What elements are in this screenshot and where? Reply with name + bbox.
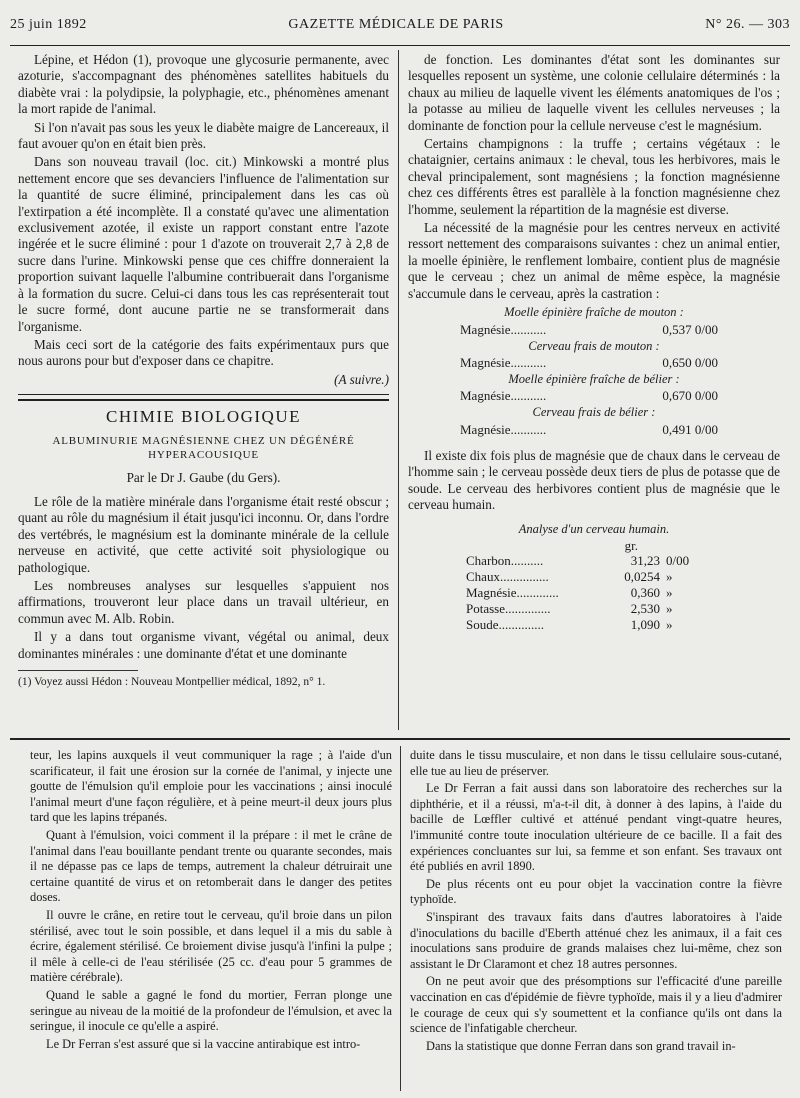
table-row-3: [408, 387, 780, 404]
table-row-1: [408, 321, 780, 338]
left-paragraph-5: Le rôle de la matière minérale dans l'organisme était resté obscur ; quant au rôle du magnésium il était jusqu'ici inconnu. Or, dans l'ordre des vertébrés, le magnésium est la dominante minérale de la cellule nerveuse en activité, que cette activité soit physiologique ou pathologique.: [18, 493, 389, 575]
bottom-left-paragraph-3: Il ouvre le crâne, en retire tout le cerveau, qu'il broie dans un pilon stérilisé, avec tout le soin possible, et dans lequel il a mis du sable à écrire, également stérilisé. Ce broiement divise jusqu'à l'infini la pulpe ; il mêle à celle-ci de l'eau stérilisée (25 cc. d'eau pour 5 grammes de matière cérébrale).: [30, 907, 392, 985]
bottom-left-paragraph-4: Quand le sable a gagné le fond du mortier, Ferran plonge une seringue au niveau de la moitié de la profondeur de l'émulsion, et avec la seringue, il inocule ce qu'elle a aspiré.: [30, 987, 392, 1034]
analysis-value: 0,0254: [624, 568, 660, 584]
feuilleton-rule: [10, 738, 790, 740]
table-label: Magnésie...........: [460, 421, 547, 437]
analysis-label: Potasse..............: [466, 600, 551, 616]
analysis-unit-mark: »: [666, 616, 673, 632]
analysis-caption: Analyse d'un cerveau humain.: [518, 522, 670, 537]
table-caption-4: Cerveau frais de bélier :: [532, 405, 656, 420]
left-paragraph-6: Les nombreuses analyses sur lesquelles s'appuient nos affirmations, trouveront leur place dans un travail ultérieur, en commun avec M. Alb. Robin.: [18, 577, 389, 626]
bottom-right-paragraph-2: Le Dr Ferran a fait aussi dans son laboratoire des recherches sur la diphthérie, et il a réussi, m'a-t-il dit, à donner à des lapins, à l'aide du bacille de Lœffler cultivé et atténué pendant vingt-quatre heures, l'immunité contre toute inoculation ultérieure de ce bacille. Il a fait des expériences concluantes sur lui, sa femme et son enfant. Ses travaux ont été publiés en avril 1890.: [410, 781, 782, 874]
analysis-row: [408, 601, 780, 617]
analysis-value: 31,23: [630, 552, 660, 568]
analysis-label: Magnésie.............: [466, 584, 559, 600]
bottom-left-paragraph-2: Quant à l'émulsion, voici comment il la prépare : il met le crâne de l'animal dans l'eau bouillante pendant trente ou quarante secondes, mais il ne dépasse pas ce laps de temps, autrement la chaleur détruirait une certaine quantité de virus et on retomberait dans le danger des petites doses.: [30, 827, 392, 905]
analysis-value: 0,360: [630, 584, 660, 600]
left-paragraph-1: Lépine, et Hédon (1), provoque une glycosurie permanente, avec azoturie, s'accompagnant des phénomènes satellites habituels du diabète vrai : la polydipsie, la polyphagie, etc., phénomènes amenant la mort rapide de l'animal.: [18, 52, 389, 117]
bottom-column-divider: [400, 746, 401, 1091]
table-value: 0,650 0/00: [662, 354, 718, 370]
left-paragraph-2: Si l'on n'avait pas sous les yeux le diabète maigre de Lancereaux, il faut avouer qu'on en était bien près.: [18, 119, 389, 152]
table-caption-3: Moelle épinière fraîche de bélier :: [508, 371, 680, 386]
page-header: [10, 10, 790, 40]
left-paragraph-3: Dans son nouveau travail (loc. cit.) Minkowski a montré plus nettement encore que ses devanciers l'influence de l'alimentation sur la quantité de sucre éliminé, principalement dans les cas où l'extirpation a été incomplète. Il a constaté qu'avec une alimentation exclusivement azotée, il existe un rapport constant entre l'azote ingérée et le sucre éliminé : pour 1 d'azote on trouverait 2,7 à 2,8 de sucre dans l'urine. Minkowski pense que ces chiffre donneraient la proportion suivant laquelle l'albumine contribuerait dans l'organisme à la formation du sucre. Celui-ci dans tous les cas représenterait tout le sucre formé, dont aucune partie ne se transformerait dans l'organisme.: [18, 154, 389, 334]
analysis-row: [408, 569, 780, 585]
analysis-unit-mark: »: [666, 568, 673, 584]
section-title: CHIMIE BIOLOGIQUE: [105, 407, 301, 427]
table-value: 0,491 0/00: [662, 421, 718, 437]
to-be-continued: (A suivre.): [334, 371, 389, 387]
section-rule-thick: [18, 399, 389, 401]
header-title: GAZETTE MÉDICALE DE PARIS: [288, 17, 504, 32]
bottom-right-column: [410, 748, 782, 1088]
analysis-unit-mark: »: [666, 600, 673, 616]
table-label: Magnésie...........: [460, 354, 547, 370]
table-value: 0,670 0/00: [662, 388, 718, 404]
header-rule: [10, 45, 790, 46]
analysis-row: [408, 617, 780, 633]
analysis-label: Soude..............: [466, 616, 544, 632]
right-paragraph-1: de fonction. Les dominantes d'état sont les dominantes sur lesquelles reposent un système, une colonie cellulaire déterminés : la chaux au milieu de laquelle vivent les éléments anatomiques de l'os ; la potasse au milieu de laquelle vivent les cellules nerveuses ; la dominante de fonction pour la cellule nerveuse c'est le magnésium.: [408, 52, 780, 133]
footnote-rule: [18, 670, 138, 671]
analysis-unit-mark: »: [666, 584, 673, 600]
analysis-value: 2,530: [630, 600, 660, 616]
table-value: 0,537 0/00: [662, 321, 718, 337]
table-row-4: [408, 421, 780, 438]
left-paragraph-7: Il y a dans tout organisme vivant, végétal ou animal, deux dominantes minérales : une dominante d'état et une dominante: [18, 629, 389, 661]
table-caption-1: Moelle épinière fraîche de mouton :: [504, 305, 684, 320]
right-column: [408, 52, 780, 722]
bottom-right-paragraph-5: On ne peut avoir que des présomptions sur l'efficacité d'une pareille vaccination en cas d'épidémie de fièvre typhoïde, mais il y a lieu d'admirer le courage de ceux qui s'y soumettent et la confiance qu'ils ont dans la science de l'infatigable chercheur.: [410, 974, 782, 1036]
section-rule: [18, 394, 389, 395]
analysis-unit-mark: 0/00: [666, 552, 690, 568]
analysis-label: Chaux...............: [466, 568, 549, 584]
right-paragraph-4: Il existe dix fois plus de magnésie que de chaux dans le cerveau de l'homme sain ; le cerveau possède deux tiers de plus de potasse que de soude. Le cerveau des herbivores contient plus de magnésie que le cerveau humain.: [408, 447, 780, 512]
column-divider: [398, 50, 399, 730]
bottom-right-paragraph-4: S'inspirant des travaux faits dans d'autres laboratoires à l'aide d'inoculations du bacille d'Eberth atténué chez les animaux, il a fait ces inoculations sans produire de grands malaises chez lui-même, chez son assistant le Dr Claramont et chez 18 autres personnes.: [410, 909, 782, 971]
header-date: 25 juin 1892: [10, 17, 87, 32]
analysis-unit: gr.: [624, 537, 638, 553]
bottom-right-paragraph-1: duite dans le tissu musculaire, et non dans le tissu cellulaire sous-cutané, elle tue au lieu de préserver.: [410, 748, 782, 778]
article-title: ALBUMINURIE MAGNÉSIENNE CHEZ UN DÉGÉNÉRÉ HYPERACOUSIQUE: [52, 434, 355, 461]
analysis-value: 1,090: [630, 616, 660, 632]
analysis-row: [408, 585, 780, 601]
analysis-row: [408, 553, 780, 569]
bottom-right-paragraph-3: De plus récents ont eu pour objet la vaccination contre la fièvre typhoïde.: [410, 876, 782, 907]
table-caption-2: Cerveau frais de mouton :: [528, 338, 660, 353]
article-author: Par le Dr J. Gaube (du Gers).: [126, 469, 281, 485]
left-paragraph-4: Mais ceci sort de la catégorie des faits expérimentaux purs que nous aurons pour but d'exposer dans ce chapitre.: [18, 336, 389, 369]
bottom-left-column: [30, 748, 392, 1088]
bottom-left-paragraph-1: teur, les lapins auxquels il veut communiquer la rage ; à l'aide d'un scarificateur, il fait une érosion sur la cornée de l'animal, y injecte une goutte de l'émulsion qu'il emploie pour les vaccinations ; ainsi inoculé l'animal meurt d'une façon régulière, et à peine meurt-il deux jours plus tard que les lapins trépanés.: [30, 748, 392, 825]
left-column: [18, 52, 389, 702]
table-label: Magnésie...........: [460, 388, 547, 404]
table-label: Magnésie...........: [460, 321, 547, 337]
analysis-label: Charbon..........: [466, 552, 544, 568]
header-page-number: N° 26. — 303: [705, 17, 790, 32]
bottom-right-paragraph-6: Dans la statistique que donne Ferran dans son grand travail in-: [426, 1038, 736, 1053]
bottom-left-paragraph-5: Le Dr Ferran s'est assuré que si la vaccine antirabique est intro-: [46, 1036, 361, 1051]
analysis-table: [408, 553, 780, 633]
table-row-2: [408, 354, 780, 371]
footnote: (1) Voyez aussi Hédon : Nouveau Montpellier médical, 1892, n° 1.: [18, 676, 326, 688]
right-paragraph-2: Certains champignons : la truffe ; certains végétaux : le chataignier, certains animaux : le cheval, tous les herbivores, mais le cheval principalement, sont magnésiens ; la fonction magnésienne chez ces différents êtres est parallèle à la fonction magnésienne chez l'homme, seulement la répartition de la magnésie est diverse.: [408, 136, 780, 217]
right-paragraph-3: La nécessité de la magnésie pour les centres nerveux en activité ressort nettement des comparaisons suivantes : chez un animal entier, la moelle épinière, le renflement lombaire, contient plus de magnésie que le cerveau ; chez un animal de même espèce, la magnésie s'accumule dans le cerveau, après la castration :: [408, 220, 780, 301]
